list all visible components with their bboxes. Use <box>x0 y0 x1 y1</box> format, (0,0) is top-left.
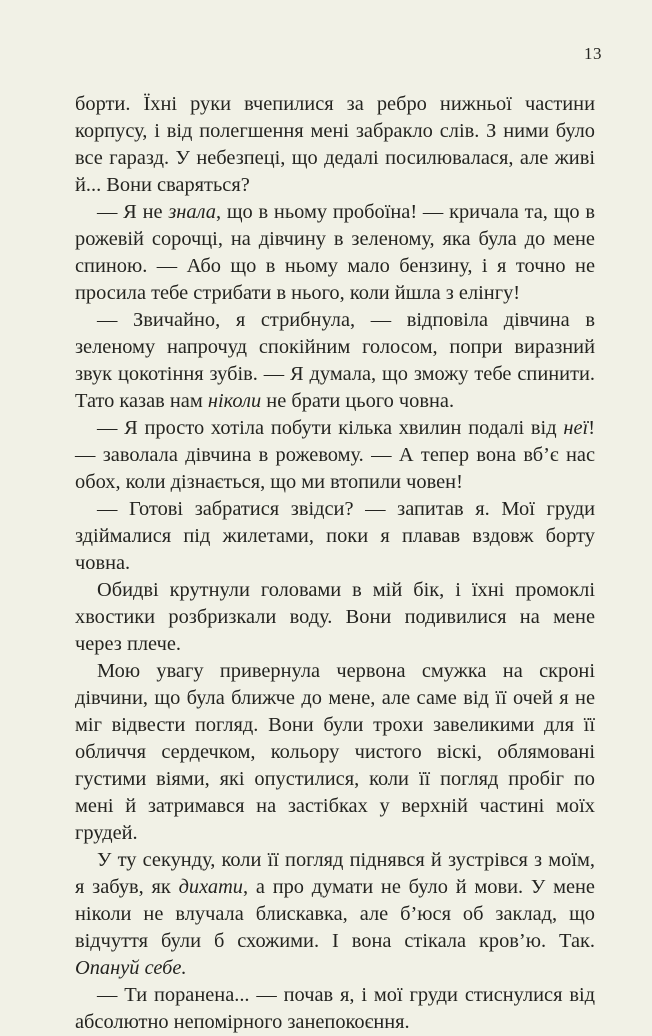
text-run: — Я просто хотіла побути кілька хвилин подалі від <box>97 417 564 439</box>
text-run: борти. Їхні руки вчепилися за ребро нижньої частини корпусу, і від полегшення мені забракло слів. З ними було все гаразд. У небезпеці, що дедалі посилювалася, але живі й... Вони сваряться? <box>75 93 595 196</box>
paragraph <box>75 91 595 199</box>
text-run: Обидві крутнули головами в мій бік, і їхні промоклі хвостики розбризкали воду. Вони подивилися на мене через плече. <box>75 579 595 655</box>
paragraph <box>75 415 595 496</box>
paragraph <box>75 847 595 982</box>
italic-text-run: знала <box>168 201 216 223</box>
italic-text-run: неї <box>563 417 589 439</box>
text-run: У ту секунду, коли її погляд піднявся й зустрівся з моїм, я забув, як <box>75 849 595 898</box>
text-run: — Звичайно, я стрибнула, — відповіла дівчина в зеленому напрочуд спокійним голосом, попри виразний звук цокотіння зубів. — Я думала, що зможу тебе спинити. Тато казав нам <box>75 309 595 412</box>
italic-text-run: дихати <box>178 876 244 898</box>
text-run: — Готові забратися звідси? — запитав я. Мої груди здіймалися під жилетами, поки я плавав вздовж борту човна. <box>75 498 595 574</box>
text-run: , а про думати не було й мови. У мене ніколи не влучала блискавка, але б’юся об заклад, що відчуття були б схожими. І вона стікала кров’ю. Так. <box>75 876 595 952</box>
text-run: ! — заволала дівчина в рожевому. — А тепер вона вб’є нас обох, коли дізнається, що ми втопили човен! <box>75 417 595 493</box>
paragraph <box>75 199 595 307</box>
body-text <box>75 91 595 1036</box>
italic-text-run: Опануй себе. <box>75 957 187 979</box>
text-run: — Я не <box>97 201 169 223</box>
paragraph <box>75 658 595 847</box>
text-run: не брати цього човна. <box>261 390 455 412</box>
page-number: 13 <box>584 44 602 63</box>
italic-text-run: ніколи <box>207 390 262 412</box>
paragraph <box>75 307 595 415</box>
paragraph <box>75 496 595 577</box>
text-run: — Ти поранена... — почав я, і мої груди стиснулися від абсолютно непомірного занепокоєння. <box>75 984 595 1033</box>
text-run: Мою увагу привернула червона смужка на скроні дівчини, що була ближче до мене, але саме від її очей я не міг відвести погляд. Вони були трохи завеликими для її обличчя сердечком, кольору чистого віскі, облямовані густими віями, які опустилися, коли її погляд пробіг по мені й затримався на застібках у верхній частині моїх грудей. <box>75 660 595 844</box>
text-run: , що в ньому пробоїна! — кричала та, що в рожевій сорочці, на дівчину в зеленому, яка була до мене спиною. — Або що в ньому мало бензину, і я точно не просила тебе стрибати в нього, коли йшла з елінгу! <box>75 201 596 304</box>
paragraph <box>75 982 595 1036</box>
paragraph <box>75 577 595 658</box>
